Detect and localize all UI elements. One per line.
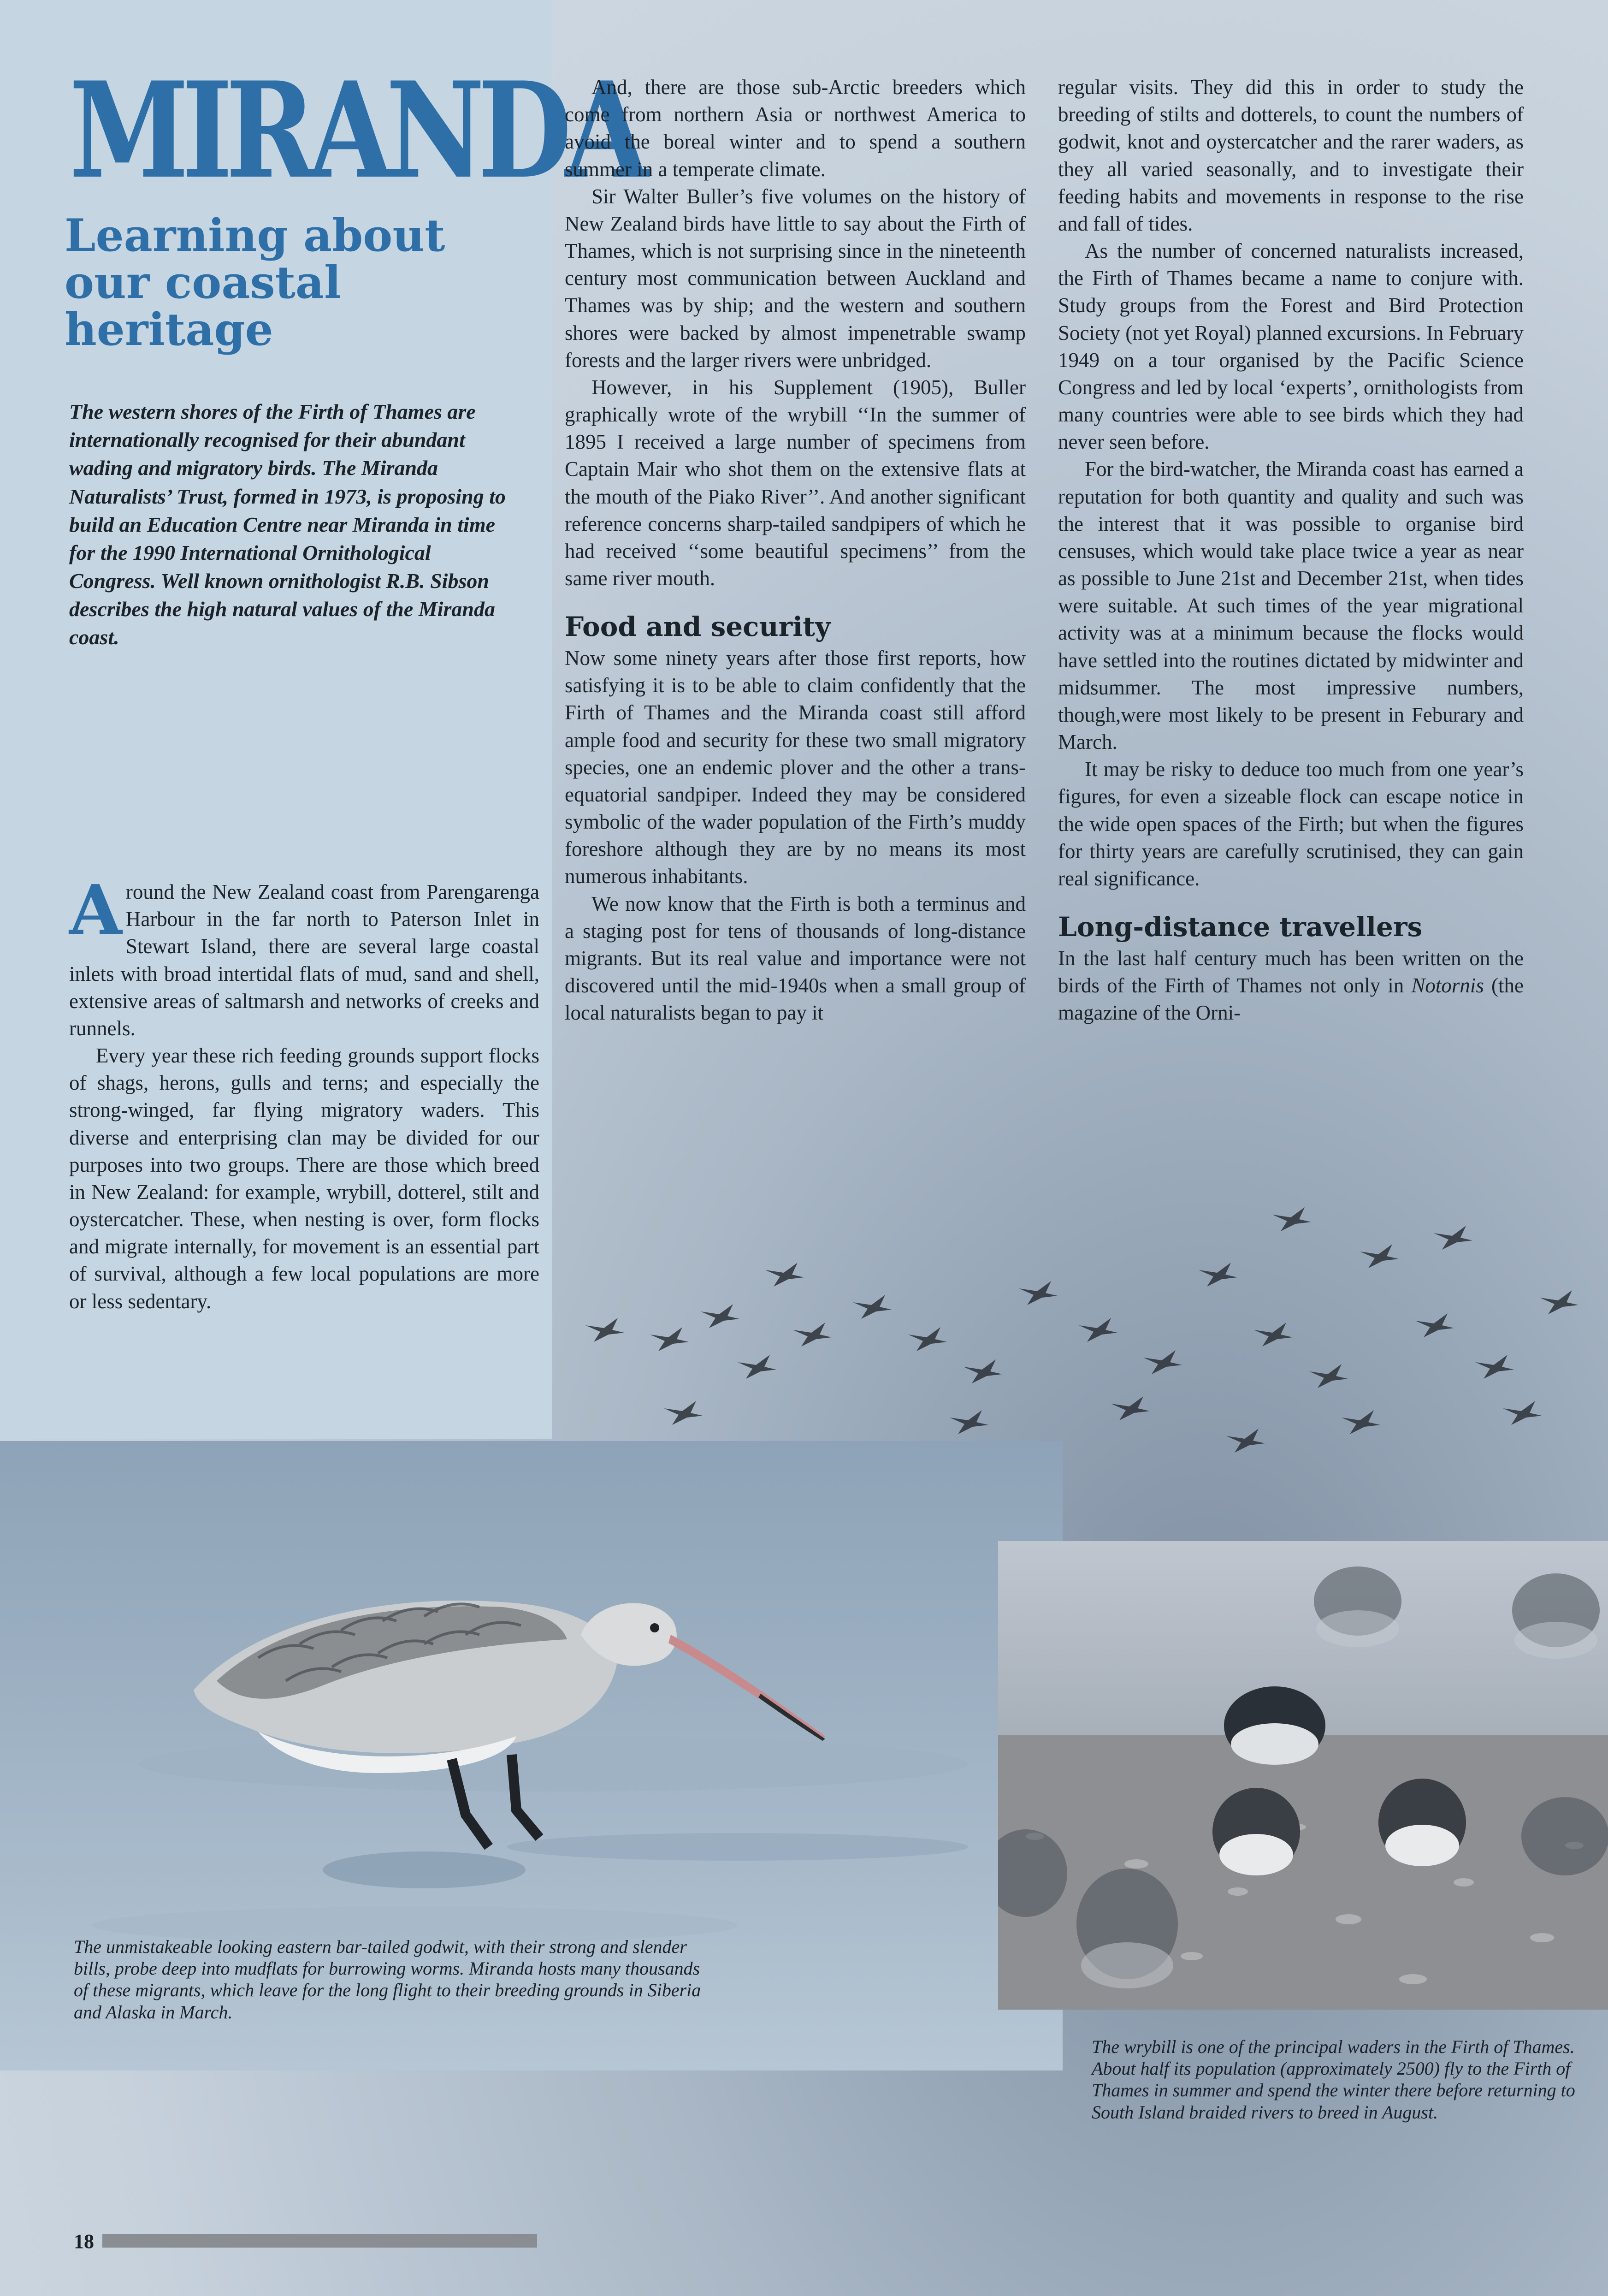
bird-icon [1019, 1281, 1058, 1305]
bird-icon [765, 1263, 804, 1287]
bird-icon [1503, 1401, 1542, 1425]
article-paragraph: Every year these rich feeding grounds support flocks of shags, herons, gulls and terns; and especially the strong-winged, far flying migratory waders. This diverse and enterprising clan may be divided for our purposes into two groups. There are those which breed in New Zealand: for example, wrybill, dotterel, stilt and oystercatcher. These, when nesting is over, form flocks and migrate internally, for movement is an essential part of survival, although a few local populations are more or less sedentary. [69, 1044, 539, 1313]
article-paragraph: As the number of concerned naturalists increased, the Firth of Thames became a name to conjure with. Study groups from the Forest and Bird Protection Society (not yet Royal) planned excursions. In February 1949 on a tour organised by the Pacific Science Congress and led by local ‘experts’, ornithologists from many countries were able to see birds which they had never seen before. [1058, 239, 1524, 454]
bird-icon [950, 1410, 988, 1434]
bird-icon [964, 1359, 1002, 1383]
wrybill-photo [998, 1541, 1608, 2010]
bird-icon [738, 1355, 776, 1379]
section-heading-food: Food and security [565, 611, 831, 643]
bird-icon [853, 1295, 892, 1319]
bird-icon [1254, 1323, 1293, 1347]
bird-icon [793, 1323, 832, 1347]
article-paragraph: Now some ninety years after those first reports, how satisfying it is to be able to claim confidently that the Firth of Thames and the Miranda coast still afford ample food and security for these two small migratory species, one an endemic plover and the other a trans-equatorial sandpiper. Indeed they may be considered symbolic of the wader population of the Firth’s muddy foreshore although they are by no means its most numerous inhabitants. [565, 647, 1026, 888]
bird-icon [1272, 1207, 1311, 1231]
page-number: 18 [74, 2230, 94, 2253]
article-paragraph: regular visits. They did this in order to study the breeding of stilts and dotterels, to count the numbers of godwit, knot and oystercatcher and the rarer waders, as they all varied seasonally, and to investigate their feeding habits and movements in response to the rise and fall of tides. [1058, 76, 1524, 235]
article-paragraph: However, in his Supplement (1905), Buller graphically wrote of the wrybill ‘‘In the summer of 1895 I received a large number of specimens from Captain Mair who shot them on the extensive flats at the mouth of the Piako River’’. And another significant reference concerns sharp-tailed sandpipers of which he had received ‘‘some beautiful specimens’’ from the same river mouth. [565, 375, 1026, 590]
bird-icon [1199, 1263, 1237, 1287]
article-paragraph: We now know that the Firth is both a terminus and a staging post for tens of thousands of long-distance migrants. But its real value and importance were not discovered until the mid-1940s when a small group of local naturalists began to pay it [565, 892, 1026, 1025]
bird-icon [664, 1401, 703, 1425]
section-heading-long-distance: Long-distance travellers [1058, 911, 1423, 943]
godwit-caption: The unmistakeable looking eastern bar-tailed godwit, with their strong and slender bills, probe deep into mudflats for burrowing worms. Miranda hosts many thousands of these migrants, which leave for the long flight to their breeding grounds in Siberia and Alaska in March. [74, 1936, 701, 2023]
bird-icon [1475, 1355, 1514, 1379]
bird-icon [1540, 1290, 1578, 1314]
bird-icon [1111, 1396, 1150, 1420]
bird-icon [908, 1327, 947, 1351]
article-paragraph: And, there are those sub-Arctic breeders which come from northern Asia or northwest America to avoid the boreal winter and to spend a southern summer in a temperate climate. [565, 76, 1026, 181]
wrybill-bird [1212, 1788, 1300, 1875]
bird-icon [1360, 1244, 1399, 1268]
wrybill-illustration [998, 1541, 1608, 2010]
article-paragraph: In the last half century much has been written on the birds of the Firth of Thames not only in Notornis (the magazine of the Orni- [1058, 946, 1524, 1025]
article-paragraph: Sir Walter Buller’s five volumes on the history of New Zealand birds have little to say about the Firth of Thames, which is not surprising since in the nineteenth century most communication between Auckland and Thames was by ship; and the western and southern shores were backed by almost impenetrable swamp forests and the larger rivers were unbridged. [565, 184, 1026, 372]
bird-icon [1415, 1313, 1454, 1337]
bird-icon [701, 1304, 739, 1328]
page-title: MIRANDA [69, 53, 642, 208]
bird-icon [1079, 1318, 1117, 1342]
article-column-3 [1058, 74, 1524, 1026]
article-paragraph: For the bird-watcher, the Miranda coast has earned a reputation for both quantity and quality and such was the interest that it was possible to organise bird censuses, which would take place twice a year as near as possible to June 21st and December 21st, when tides were suitable. At such times of the year migrational activity was at a minimum because the flocks would have settled into the routines dictated by midwinter and midsummer. The most impressive numbers, though,were most likely to be present in Feburary and March. [1058, 457, 1524, 754]
bird-icon [1342, 1410, 1380, 1434]
page-footer-bar [102, 2234, 537, 2248]
wrybill-bird [1224, 1686, 1325, 1765]
article-column-1 [69, 870, 539, 1315]
page-subtitle: Learning about our coastal heritage [65, 209, 445, 356]
article-paragraph: Around the New Zealand coast from Parengarenga Harbour in the far north to Paterson Inlet in Stewart Island, there are several large coastal inlets with broad intertidal flats of mud, sand and shell, extensive areas of saltmarsh and networks of creeks and runnels. [69, 870, 539, 1040]
bird-icon [1434, 1226, 1472, 1250]
article-column-2 [565, 74, 1026, 1026]
bird-icon [585, 1318, 624, 1342]
bird-icon [1226, 1429, 1265, 1453]
wrybill-caption: The wrybill is one of the principal waders in the Firth of Thames. About half its population (approximately 2500) fly to the Firth of Thames in summer and spend the winter there before returning to South Island braided rivers to breed in August. [1092, 2036, 1575, 2123]
drop-cap: A [69, 870, 122, 950]
publication-name: Notornis [1411, 974, 1484, 997]
bird-icon [1309, 1364, 1348, 1388]
wrybill-bird [1378, 1779, 1466, 1866]
bird-icon [1143, 1350, 1182, 1374]
article-paragraph: It may be risky to deduce too much from one year’s figures, for even a sizeable flock can escape notice in the wide open spaces of the Firth; but when the figures for thirty years are carefully scrutinised, they can gain real significance. [1058, 758, 1524, 890]
bird-icon [650, 1327, 689, 1351]
standfirst: The western shores of the Firth of Thames are internationally recognised for their abundant wading and migratory birds. The Miranda Naturalists’ Trust, formed in 1973, is proposing to build an Education Centre near Miranda in time for the 1990 International Ornithological Congress. Well known ornithologist R.B. Sibson describes the high natural values of the Miranda coast. [69, 400, 506, 649]
